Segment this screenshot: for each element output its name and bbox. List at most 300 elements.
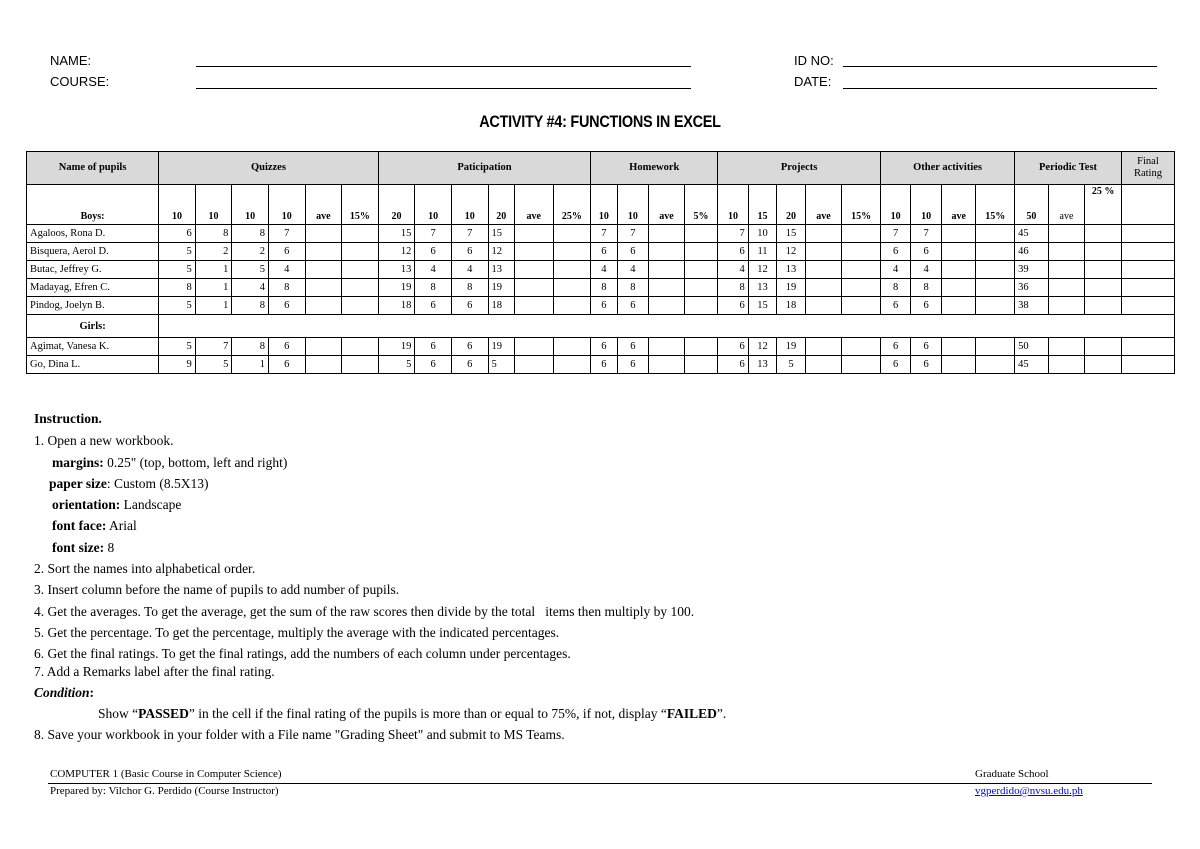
table-cell: 5 xyxy=(159,243,196,261)
footer-prepared-by: Prepared by: Vilchor G. Perdido (Course Instructor) xyxy=(50,785,279,797)
table-cell: 6 xyxy=(718,338,748,356)
empty-cell xyxy=(941,356,976,374)
table-cell: 13 xyxy=(378,261,415,279)
empty-cell xyxy=(1085,225,1122,243)
table-cell: 5 xyxy=(195,356,232,374)
empty-cell xyxy=(1121,243,1174,261)
table-cell: 6 xyxy=(911,338,941,356)
table-cell: 8 xyxy=(718,279,748,297)
empty-cell xyxy=(684,243,718,261)
table-cell: 6 xyxy=(911,356,941,374)
paper-size-value: : Custom (8.5X13) xyxy=(106,475,209,491)
subheader-cell: 10 xyxy=(195,185,232,225)
table-cell: 8 xyxy=(232,297,269,315)
table-cell: 18 xyxy=(488,297,514,315)
subheader-cell: 15 xyxy=(748,185,776,225)
subheader-cell: 20 xyxy=(777,185,805,225)
empty-cell xyxy=(842,225,881,243)
table-cell: 6 xyxy=(415,243,452,261)
empty-cell xyxy=(1048,297,1085,315)
table-cell: 8 xyxy=(232,225,269,243)
table-cell: 8 xyxy=(268,279,305,297)
condition-failed: FAILED xyxy=(666,706,717,722)
table-cell: Go, Dina L. xyxy=(27,356,159,374)
empty-cell xyxy=(976,338,1015,356)
empty-cell xyxy=(305,297,342,315)
empty-cell xyxy=(842,297,881,315)
empty-cell xyxy=(976,243,1015,261)
empty-cell xyxy=(553,279,591,297)
empty-cell xyxy=(1085,243,1122,261)
table-cell: 7 xyxy=(268,225,305,243)
table-cell: 6 xyxy=(451,297,488,315)
table-cell: 19 xyxy=(777,338,805,356)
table-cell: 36 xyxy=(1015,279,1049,297)
table-row xyxy=(27,261,1175,279)
table-cell: 6 xyxy=(268,356,305,374)
table-cell: 4 xyxy=(268,261,305,279)
subheader-cell: ave xyxy=(514,185,553,225)
condition-pre: Show “ xyxy=(98,706,139,722)
empty-cell xyxy=(805,261,842,279)
table-cell: 5 xyxy=(777,356,805,374)
setting-paper-size xyxy=(34,473,726,494)
empty-cell xyxy=(305,225,342,243)
table-cell: 8 xyxy=(591,279,617,297)
empty-cell xyxy=(976,261,1015,279)
subheader-cell: 10 xyxy=(159,185,196,225)
group-header-row xyxy=(27,152,1175,185)
table-cell: 1 xyxy=(232,356,269,374)
table-cell: 8 xyxy=(451,279,488,297)
table-cell: 7 xyxy=(911,225,941,243)
empty-cell xyxy=(342,338,379,356)
empty-cell xyxy=(1121,338,1174,356)
instruction-step-5: 5. Get the percentage. To get the percentage, multiply the average with the indicated percentages. xyxy=(34,624,560,640)
empty-cell xyxy=(649,261,685,279)
empty-cell xyxy=(649,338,685,356)
empty-cell xyxy=(514,243,553,261)
empty-cell xyxy=(553,225,591,243)
empty-cell xyxy=(514,338,553,356)
table-cell: 10 xyxy=(748,225,776,243)
instruction-step-6: 6. Get the final ratings. To get the final ratings, add the numbers of each column under percentages. xyxy=(34,646,571,662)
empty-cell xyxy=(1085,297,1122,315)
subheader-cell: 15% xyxy=(842,185,881,225)
condition-text xyxy=(34,703,726,724)
empty-cell xyxy=(1048,338,1085,356)
grading-table xyxy=(26,151,1175,374)
table-cell: Agimat, Vanesa K. xyxy=(27,338,159,356)
instruction-step-3: 3. Insert column before the name of pupils to add number of pupils. xyxy=(34,582,400,598)
empty-cell xyxy=(805,338,842,356)
table-cell: 7 xyxy=(718,225,748,243)
empty-cell xyxy=(941,338,976,356)
empty-cell xyxy=(1048,225,1085,243)
boys-rows xyxy=(27,225,1175,315)
table-cell: 5 xyxy=(378,356,415,374)
table-cell: 6 xyxy=(617,356,649,374)
table-cell: 7 xyxy=(415,225,452,243)
table-cell: 8 xyxy=(880,279,910,297)
table-cell: 15 xyxy=(488,225,514,243)
subheader-cell: ave xyxy=(941,185,976,225)
empty-cell xyxy=(805,225,842,243)
empty-cell xyxy=(1085,279,1122,297)
empty-cell xyxy=(553,297,591,315)
table-cell: 39 xyxy=(1015,261,1049,279)
paper-size-label: paper size xyxy=(49,475,107,491)
table-cell: 7 xyxy=(591,225,617,243)
footer-email-link[interactable]: vgperdido@nvsu.edu.ph xyxy=(975,785,1083,797)
table-cell: 7 xyxy=(617,225,649,243)
subheader-cell: 25% xyxy=(553,185,591,225)
table-cell: 6 xyxy=(451,338,488,356)
table-cell: 12 xyxy=(748,261,776,279)
empty-cell xyxy=(941,261,976,279)
girls-section-blank xyxy=(159,315,1175,338)
table-cell: 6 xyxy=(415,356,452,374)
table-cell: 7 xyxy=(880,225,910,243)
empty-cell xyxy=(805,243,842,261)
table-cell: 6 xyxy=(591,338,617,356)
table-cell: 6 xyxy=(617,297,649,315)
empty-cell xyxy=(1121,261,1174,279)
table-cell: 7 xyxy=(451,225,488,243)
table-cell: 8 xyxy=(617,279,649,297)
table-cell: 15 xyxy=(777,225,805,243)
table-cell: 4 xyxy=(718,261,748,279)
table-cell: 6 xyxy=(268,297,305,315)
table-cell: Pindog, Joelyn B. xyxy=(27,297,159,315)
condition-mid: ” in the cell if the final rating of the pupils is more than or equal to 75%, if not, display “ xyxy=(188,706,667,722)
table-cell: 15 xyxy=(748,297,776,315)
empty-cell xyxy=(684,261,718,279)
table-cell: 19 xyxy=(488,279,514,297)
periodic-test-header: Periodic Test xyxy=(1015,152,1122,185)
subheader-cell: 10 xyxy=(591,185,617,225)
table-cell: 5 xyxy=(232,261,269,279)
instructions xyxy=(34,408,726,746)
table-cell: 6 xyxy=(415,297,452,315)
empty-cell xyxy=(1121,279,1174,297)
table-cell: 1 xyxy=(195,297,232,315)
font-face-value: Arial xyxy=(106,518,137,534)
table-cell: 4 xyxy=(415,261,452,279)
table-cell: 19 xyxy=(378,338,415,356)
empty-cell xyxy=(941,225,976,243)
margins-value: 0.25" (top, bottom, left and right) xyxy=(103,454,288,470)
table-cell: 4 xyxy=(591,261,617,279)
id-line xyxy=(843,66,1157,67)
empty-cell xyxy=(941,297,976,315)
empty-cell xyxy=(842,338,881,356)
empty-cell xyxy=(342,225,379,243)
table-row xyxy=(27,225,1175,243)
empty-cell xyxy=(1121,225,1174,243)
empty-cell xyxy=(1048,356,1085,374)
subheader-cell: 20 xyxy=(378,185,415,225)
empty-cell xyxy=(1048,243,1085,261)
subheader-cell: 25 % xyxy=(1085,185,1122,225)
font-size-value: 8 xyxy=(104,539,115,555)
subheader-cell: 10 xyxy=(415,185,452,225)
subheader-cell: 10 xyxy=(911,185,941,225)
id-label: ID NO: xyxy=(794,53,834,68)
table-cell: 6 xyxy=(159,225,196,243)
empty-cell xyxy=(842,243,881,261)
table-cell: 8 xyxy=(911,279,941,297)
empty-cell xyxy=(649,243,685,261)
table-row xyxy=(27,243,1175,261)
footer-course: COMPUTER 1 (Basic Course in Computer Science) xyxy=(50,768,282,780)
table-cell: Bisquera, Aerol D. xyxy=(27,243,159,261)
girls-label: Girls: xyxy=(27,315,159,338)
table-cell: 50 xyxy=(1015,338,1049,356)
instructions-heading: Instruction. xyxy=(34,411,102,426)
empty-cell xyxy=(1085,261,1122,279)
table-cell: 19 xyxy=(378,279,415,297)
table-cell: 6 xyxy=(880,297,910,315)
empty-cell xyxy=(1048,279,1085,297)
empty-cell xyxy=(1085,356,1122,374)
table-row xyxy=(27,338,1175,356)
subheader-cell: 5% xyxy=(684,185,718,225)
table-cell: 18 xyxy=(777,297,805,315)
girls-section-row xyxy=(27,315,1175,338)
setting-font-size xyxy=(34,537,726,558)
instruction-step-4: 4. Get the averages. To get the average, get the sum of the raw scores then divide by the total items then multiply by 100. xyxy=(34,603,695,619)
empty-cell xyxy=(976,225,1015,243)
table-cell: 12 xyxy=(777,243,805,261)
table-cell: 6 xyxy=(268,338,305,356)
table-row xyxy=(27,356,1175,374)
empty-cell xyxy=(305,243,342,261)
empty-cell xyxy=(514,279,553,297)
table-cell: 6 xyxy=(718,297,748,315)
subheader-cell: 10 xyxy=(268,185,305,225)
page-title: ACTIVITY #4: FUNCTIONS IN EXCEL xyxy=(479,112,721,131)
table-cell: 6 xyxy=(911,243,941,261)
empty-cell xyxy=(649,279,685,297)
table-cell: 12 xyxy=(488,243,514,261)
condition-post: ”. xyxy=(716,706,727,722)
empty-cell xyxy=(553,261,591,279)
table-cell: 19 xyxy=(777,279,805,297)
subheader-cell: 10 xyxy=(232,185,269,225)
empty-cell xyxy=(684,279,718,297)
empty-cell xyxy=(976,297,1015,315)
table-cell: 13 xyxy=(488,261,514,279)
table-cell: 4 xyxy=(911,261,941,279)
empty-cell xyxy=(553,243,591,261)
table-cell: 1 xyxy=(195,279,232,297)
subheader-cell: 10 xyxy=(880,185,910,225)
table-cell: 19 xyxy=(488,338,514,356)
table-cell: 15 xyxy=(378,225,415,243)
table-cell: 6 xyxy=(617,338,649,356)
table-cell: 5 xyxy=(159,297,196,315)
subheader-cell: 15% xyxy=(342,185,379,225)
empty-cell xyxy=(805,279,842,297)
empty-cell xyxy=(553,338,591,356)
table-cell: 45 xyxy=(1015,356,1049,374)
empty-cell xyxy=(684,338,718,356)
table-cell: 5 xyxy=(488,356,514,374)
table-cell: 4 xyxy=(880,261,910,279)
table-cell: 2 xyxy=(232,243,269,261)
empty-cell xyxy=(342,261,379,279)
empty-cell xyxy=(514,297,553,315)
table-cell: 13 xyxy=(748,279,776,297)
subheader-cell: 10 xyxy=(617,185,649,225)
empty-cell xyxy=(976,279,1015,297)
empty-cell xyxy=(842,356,881,374)
setting-orientation xyxy=(34,494,726,515)
setting-font-face xyxy=(34,515,726,536)
table-cell: 5 xyxy=(159,338,196,356)
subheader-cell: ave xyxy=(805,185,842,225)
table-cell: 6 xyxy=(718,356,748,374)
table-cell: Butac, Jeffrey G. xyxy=(27,261,159,279)
date-label: DATE: xyxy=(794,74,832,89)
empty-cell xyxy=(514,356,553,374)
empty-cell xyxy=(684,356,718,374)
quizzes-header: Quizzes xyxy=(159,152,379,185)
empty-cell xyxy=(514,225,553,243)
footer-divider xyxy=(48,783,1152,784)
name-line xyxy=(196,66,691,67)
name-header: Name of pupils xyxy=(27,152,159,185)
empty-cell xyxy=(1121,297,1174,315)
empty-cell xyxy=(649,225,685,243)
orientation-value: Landscape xyxy=(120,497,182,513)
empty-cell xyxy=(342,297,379,315)
table-cell: 6 xyxy=(718,243,748,261)
empty-cell xyxy=(941,243,976,261)
empty-cell xyxy=(805,297,842,315)
table-cell: 6 xyxy=(591,297,617,315)
empty-cell xyxy=(1085,338,1122,356)
font-size-label: font size: xyxy=(52,539,105,555)
table-cell: 18 xyxy=(378,297,415,315)
empty-cell xyxy=(941,279,976,297)
empty-cell xyxy=(553,356,591,374)
condition-colon: : xyxy=(89,684,95,700)
table-cell: 6 xyxy=(591,356,617,374)
table-cell: 5 xyxy=(159,261,196,279)
table-cell: 38 xyxy=(1015,297,1049,315)
orientation-label: orientation: xyxy=(52,497,121,513)
subheader-cell: 20 xyxy=(488,185,514,225)
course-label: COURSE: xyxy=(50,74,110,89)
homework-header: Homework xyxy=(591,152,718,185)
empty-cell xyxy=(1121,356,1174,374)
table-cell: 8 xyxy=(232,338,269,356)
condition-passed: PASSED xyxy=(138,706,189,722)
empty-cell xyxy=(649,356,685,374)
empty-cell xyxy=(305,279,342,297)
empty-cell xyxy=(305,261,342,279)
empty-cell xyxy=(305,338,342,356)
table-cell: Madayag, Efren C. xyxy=(27,279,159,297)
table-cell: 9 xyxy=(159,356,196,374)
table-cell: 6 xyxy=(451,356,488,374)
final-rating-blank xyxy=(1121,185,1174,225)
subheader-cell: 10 xyxy=(718,185,748,225)
empty-cell xyxy=(842,261,881,279)
table-cell: 7 xyxy=(195,338,232,356)
table-cell: 2 xyxy=(195,243,232,261)
table-row xyxy=(27,279,1175,297)
other-activities-header: Other activities xyxy=(880,152,1014,185)
table-cell: 4 xyxy=(451,261,488,279)
instruction-step-7: 7. Add a Remarks label after the final rating. xyxy=(34,663,275,679)
table-cell: 6 xyxy=(880,243,910,261)
subheader-cell: 50 xyxy=(1015,185,1049,225)
table-cell: 4 xyxy=(617,261,649,279)
table-cell: 11 xyxy=(748,243,776,261)
date-line xyxy=(843,88,1157,89)
name-label: NAME: xyxy=(50,53,92,68)
condition-heading xyxy=(34,682,726,703)
table-cell: 6 xyxy=(415,338,452,356)
table-cell: 13 xyxy=(748,356,776,374)
table-cell: 6 xyxy=(591,243,617,261)
empty-cell xyxy=(1048,261,1085,279)
empty-cell xyxy=(342,279,379,297)
table-cell: 6 xyxy=(617,243,649,261)
girls-rows xyxy=(27,338,1175,374)
table-cell: 45 xyxy=(1015,225,1049,243)
empty-cell xyxy=(976,356,1015,374)
subheader-row xyxy=(27,185,1175,225)
table-cell: 4 xyxy=(232,279,269,297)
table-cell: 46 xyxy=(1015,243,1049,261)
subheader-cell: ave xyxy=(649,185,685,225)
table-cell: 8 xyxy=(159,279,196,297)
table-cell: 8 xyxy=(195,225,232,243)
table-row xyxy=(27,297,1175,315)
table-cell: 6 xyxy=(451,243,488,261)
empty-cell xyxy=(342,356,379,374)
table-cell: 6 xyxy=(911,297,941,315)
table-cell: 6 xyxy=(268,243,305,261)
font-face-label: font face: xyxy=(52,518,107,534)
boys-label: Boys: xyxy=(27,185,159,225)
subheader-cell: ave xyxy=(1048,185,1085,225)
table-cell: 6 xyxy=(880,356,910,374)
participation-header: Paticipation xyxy=(378,152,590,185)
empty-cell xyxy=(649,297,685,315)
table-cell: 8 xyxy=(415,279,452,297)
instruction-step-1: 1. Open a new workbook. xyxy=(34,433,174,449)
table-cell: 12 xyxy=(748,338,776,356)
empty-cell xyxy=(305,356,342,374)
instruction-step-8: 8. Save your workbook in your folder with a File name "Grading Sheet" and submit to MS Teams. xyxy=(34,727,565,743)
empty-cell xyxy=(342,243,379,261)
course-line xyxy=(196,88,691,89)
margins-label: margins: xyxy=(52,454,104,470)
empty-cell xyxy=(805,356,842,374)
empty-cell xyxy=(514,261,553,279)
instruction-step-2: 2. Sort the names into alphabetical order. xyxy=(34,561,256,577)
subheader-cell: 10 xyxy=(451,185,488,225)
footer-school: Graduate School xyxy=(975,768,1049,780)
subheader-cell: 15% xyxy=(976,185,1015,225)
setting-margins xyxy=(34,452,726,473)
table-cell: Agaloos, Rona D. xyxy=(27,225,159,243)
